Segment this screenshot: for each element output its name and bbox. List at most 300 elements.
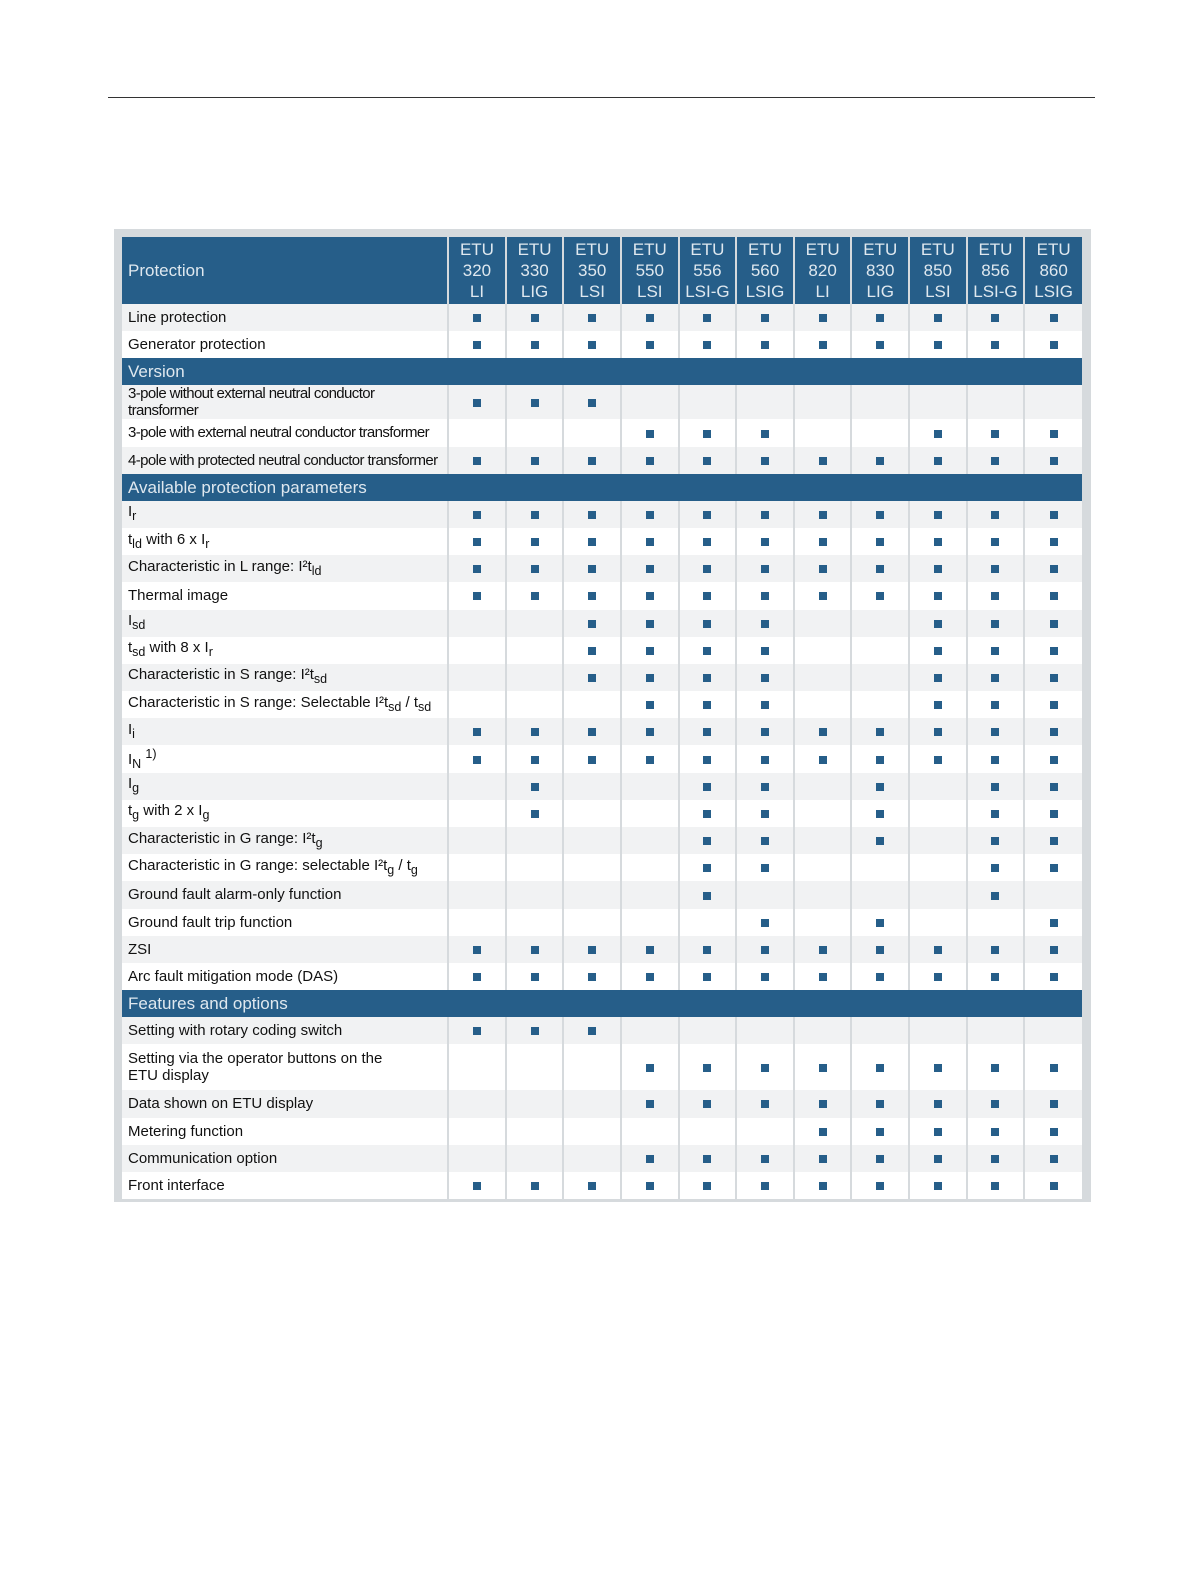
- section-header-row: [122, 990, 1082, 1017]
- feature-cell: [909, 1145, 967, 1172]
- feature-cell: [621, 936, 679, 963]
- square-bullet-icon: [761, 620, 769, 628]
- feature-cell: [909, 691, 967, 718]
- table-row: [122, 582, 1082, 609]
- feature-cell: [909, 1118, 967, 1145]
- feature-cell: [679, 800, 737, 827]
- square-bullet-icon: [646, 946, 654, 954]
- feature-cell: [851, 936, 909, 963]
- square-bullet-icon: [761, 1100, 769, 1108]
- square-bullet-icon: [991, 511, 999, 519]
- table-row: [122, 691, 1082, 718]
- feature-cell: [851, 664, 909, 691]
- feature-cell: [851, 528, 909, 555]
- square-bullet-icon: [934, 1155, 942, 1163]
- feature-cell: [506, 610, 564, 637]
- square-bullet-icon: [819, 314, 827, 322]
- row-label: 4-pole with protected neutral conductor transformer: [122, 447, 448, 474]
- square-bullet-icon: [761, 314, 769, 322]
- feature-cell: [967, 827, 1025, 854]
- feature-cell: [909, 610, 967, 637]
- table-row: [122, 745, 1082, 772]
- feature-cell: [621, 854, 679, 881]
- feature-cell: [909, 1090, 967, 1117]
- feature-cell: [794, 501, 852, 528]
- row-label: $I_r$: [122, 501, 448, 528]
- column-header-line: 850: [923, 261, 953, 280]
- feature-cell: [967, 1172, 1025, 1199]
- table-row: [122, 854, 1082, 881]
- square-bullet-icon: [876, 1182, 884, 1190]
- table-row: [122, 331, 1082, 358]
- column-header-line: ETU: [690, 240, 725, 259]
- feature-cell: [736, 1017, 794, 1044]
- square-bullet-icon: [646, 1064, 654, 1072]
- square-bullet-icon: [876, 592, 884, 600]
- feature-cell: [794, 854, 852, 881]
- square-bullet-icon: [703, 1064, 711, 1072]
- feature-cell: [679, 637, 737, 664]
- feature-cell: [794, 331, 852, 358]
- feature-cell: [563, 1017, 621, 1044]
- column-header-line: LSI: [579, 282, 605, 301]
- square-bullet-icon: [531, 973, 539, 981]
- feature-cell: [563, 963, 621, 990]
- square-bullet-icon: [646, 728, 654, 736]
- square-bullet-icon: [819, 592, 827, 600]
- feature-cell: [967, 331, 1025, 358]
- square-bullet-icon: [934, 538, 942, 546]
- square-bullet-icon: [473, 1027, 481, 1035]
- row-label: $I_{sd}$: [122, 610, 448, 637]
- feature-cell: [506, 745, 564, 772]
- feature-cell: [679, 881, 737, 908]
- feature-cell: [448, 1172, 506, 1199]
- column-header-line: 830: [866, 261, 895, 280]
- column-header-line: 550: [635, 261, 664, 280]
- square-bullet-icon: [531, 565, 539, 573]
- feature-cell: [448, 447, 506, 474]
- square-bullet-icon: [1050, 946, 1058, 954]
- square-bullet-icon: [819, 973, 827, 981]
- feature-cell: [967, 881, 1025, 908]
- square-bullet-icon: [991, 1128, 999, 1136]
- feature-cell: [851, 447, 909, 474]
- square-bullet-icon: [761, 810, 769, 818]
- feature-cell: [679, 331, 737, 358]
- square-bullet-icon: [991, 1155, 999, 1163]
- feature-cell: [909, 827, 967, 854]
- feature-cell: [563, 827, 621, 854]
- section-header-row: [122, 358, 1082, 385]
- square-bullet-icon: [588, 973, 596, 981]
- square-bullet-icon: [991, 701, 999, 709]
- table-row: [122, 1172, 1082, 1199]
- feature-cell: [679, 745, 737, 772]
- feature-cell: [794, 773, 852, 800]
- row-label: Ground fault alarm-only function: [122, 881, 448, 908]
- header-row: [122, 237, 1082, 304]
- feature-cell: [679, 691, 737, 718]
- feature-cell: [448, 1017, 506, 1044]
- square-bullet-icon: [934, 701, 942, 709]
- feature-cell: [563, 385, 621, 419]
- row-label: Setting via the operator buttons on the ETU display: [122, 1044, 448, 1090]
- feature-cell: [1024, 1145, 1082, 1172]
- feature-cell: [909, 582, 967, 609]
- feature-cell: [621, 1090, 679, 1117]
- square-bullet-icon: [991, 783, 999, 791]
- feature-cell: [851, 331, 909, 358]
- feature-cell: [448, 800, 506, 827]
- square-bullet-icon: [761, 837, 769, 845]
- square-bullet-icon: [703, 810, 711, 818]
- square-bullet-icon: [703, 511, 711, 519]
- square-bullet-icon: [991, 1182, 999, 1190]
- feature-cell: [736, 773, 794, 800]
- square-bullet-icon: [1050, 341, 1058, 349]
- table-row: [122, 1090, 1082, 1117]
- feature-cell: [736, 718, 794, 745]
- feature-cell: [794, 745, 852, 772]
- feature-cell: [851, 827, 909, 854]
- column-header-line: 856: [981, 261, 1010, 280]
- feature-cell: [851, 773, 909, 800]
- feature-cell: [794, 936, 852, 963]
- feature-cell: [563, 331, 621, 358]
- column-header-line: ETU: [575, 240, 610, 259]
- feature-cell: [851, 881, 909, 908]
- feature-cell: [909, 385, 967, 419]
- feature-cell: [679, 304, 737, 331]
- feature-cell: [448, 718, 506, 745]
- square-bullet-icon: [761, 919, 769, 927]
- table-row: [122, 881, 1082, 908]
- square-bullet-icon: [703, 565, 711, 573]
- square-bullet-icon: [876, 810, 884, 818]
- top-rule: [108, 97, 1095, 98]
- feature-cell: [621, 881, 679, 908]
- square-bullet-icon: [703, 756, 711, 764]
- square-bullet-icon: [531, 756, 539, 764]
- table-row: [122, 610, 1082, 637]
- square-bullet-icon: [876, 919, 884, 927]
- feature-cell: [909, 1017, 967, 1044]
- feature-cell: [679, 936, 737, 963]
- square-bullet-icon: [876, 341, 884, 349]
- column-header-etu-330: [506, 237, 564, 304]
- feature-cell: [448, 1145, 506, 1172]
- feature-cell: [563, 773, 621, 800]
- square-bullet-icon: [703, 430, 711, 438]
- square-bullet-icon: [934, 647, 942, 655]
- feature-cell: [679, 1017, 737, 1044]
- column-header-line: ETU: [748, 240, 782, 259]
- feature-cell: [909, 1044, 967, 1090]
- row-label: Ground fault trip function: [122, 909, 448, 936]
- square-bullet-icon: [588, 399, 596, 407]
- square-bullet-icon: [819, 538, 827, 546]
- square-bullet-icon: [703, 674, 711, 682]
- feature-cell: [909, 555, 967, 582]
- feature-cell: [448, 827, 506, 854]
- square-bullet-icon: [1050, 1155, 1058, 1163]
- square-bullet-icon: [531, 457, 539, 465]
- feature-cell: [967, 718, 1025, 745]
- square-bullet-icon: [934, 1100, 942, 1108]
- feature-cell: [563, 1118, 621, 1145]
- square-bullet-icon: [876, 511, 884, 519]
- square-bullet-icon: [991, 620, 999, 628]
- square-bullet-icon: [703, 620, 711, 628]
- feature-cell: [967, 304, 1025, 331]
- feature-cell: [909, 963, 967, 990]
- feature-cell: [851, 745, 909, 772]
- square-bullet-icon: [761, 538, 769, 546]
- square-bullet-icon: [934, 1182, 942, 1190]
- feature-cell: [679, 1118, 737, 1145]
- square-bullet-icon: [1050, 647, 1058, 655]
- table-row: [122, 1017, 1082, 1044]
- feature-cell: [851, 1090, 909, 1117]
- feature-cell: [794, 555, 852, 582]
- square-bullet-icon: [819, 1064, 827, 1072]
- feature-cell: [621, 447, 679, 474]
- square-bullet-icon: [646, 430, 654, 438]
- square-bullet-icon: [876, 756, 884, 764]
- feature-cell: [967, 664, 1025, 691]
- square-bullet-icon: [703, 1182, 711, 1190]
- square-bullet-icon: [761, 756, 769, 764]
- feature-cell: [679, 773, 737, 800]
- feature-cell: [909, 718, 967, 745]
- square-bullet-icon: [473, 946, 481, 954]
- feature-cell: [1024, 909, 1082, 936]
- section-title: Features and options: [122, 990, 1082, 1017]
- feature-cell: [1024, 827, 1082, 854]
- feature-cell: [621, 1172, 679, 1199]
- square-bullet-icon: [819, 565, 827, 573]
- feature-cell: [448, 963, 506, 990]
- square-bullet-icon: [531, 511, 539, 519]
- feature-cell: [563, 304, 621, 331]
- square-bullet-icon: [473, 457, 481, 465]
- row-label: Characteristic in G range: selectable $I^2t_g / t_g$: [122, 854, 448, 881]
- table-row: [122, 555, 1082, 582]
- square-bullet-icon: [991, 457, 999, 465]
- feature-cell: [448, 637, 506, 664]
- feature-cell: [448, 582, 506, 609]
- feature-cell: [909, 664, 967, 691]
- feature-cell: [794, 385, 852, 419]
- square-bullet-icon: [646, 1100, 654, 1108]
- feature-cell: [736, 582, 794, 609]
- square-bullet-icon: [761, 946, 769, 954]
- square-bullet-icon: [991, 565, 999, 573]
- feature-cell: [736, 664, 794, 691]
- square-bullet-icon: [934, 1128, 942, 1136]
- feature-cell: [563, 718, 621, 745]
- feature-cell: [736, 1145, 794, 1172]
- table-row: [122, 528, 1082, 555]
- square-bullet-icon: [588, 647, 596, 655]
- table-row: [122, 827, 1082, 854]
- feature-cell: [448, 331, 506, 358]
- feature-cell: [794, 827, 852, 854]
- square-bullet-icon: [646, 457, 654, 465]
- feature-cell: [448, 854, 506, 881]
- column-header-line: 350: [577, 261, 607, 280]
- column-header-etu-860: [1024, 237, 1082, 304]
- column-header-line: LSIG: [745, 282, 785, 301]
- square-bullet-icon: [1050, 701, 1058, 709]
- row-label: $t_{ld}$ with 6 x $I_r$: [122, 528, 448, 555]
- square-bullet-icon: [934, 620, 942, 628]
- feature-cell: [448, 691, 506, 718]
- column-header-line: 560: [750, 261, 780, 280]
- feature-cell: [621, 385, 679, 419]
- row-label: ZSI: [122, 936, 448, 963]
- feature-cell: [736, 800, 794, 827]
- row-label: Characteristic in S range: Selectable $I^2t_{sd} / t_{sd}$: [122, 691, 448, 718]
- square-bullet-icon: [588, 511, 596, 519]
- feature-cell: [1024, 718, 1082, 745]
- section-title: Version: [122, 358, 1082, 385]
- square-bullet-icon: [531, 728, 539, 736]
- column-header-line: ETU: [805, 240, 840, 259]
- feature-cell: [621, 827, 679, 854]
- table-row: [122, 936, 1082, 963]
- feature-cell: [448, 610, 506, 637]
- feature-cell: [736, 881, 794, 908]
- square-bullet-icon: [473, 592, 481, 600]
- square-bullet-icon: [876, 783, 884, 791]
- square-bullet-icon: [761, 728, 769, 736]
- square-bullet-icon: [876, 837, 884, 845]
- feature-cell: [506, 447, 564, 474]
- square-bullet-icon: [876, 314, 884, 322]
- square-bullet-icon: [473, 341, 481, 349]
- feature-cell: [621, 582, 679, 609]
- column-header-etu-820: [794, 237, 852, 304]
- feature-cell: [621, 718, 679, 745]
- square-bullet-icon: [646, 538, 654, 546]
- feature-cell: [621, 610, 679, 637]
- feature-cell: [621, 909, 679, 936]
- square-bullet-icon: [761, 701, 769, 709]
- feature-cell: [909, 501, 967, 528]
- feature-cell: [794, 963, 852, 990]
- square-bullet-icon: [1050, 919, 1058, 927]
- feature-cell: [621, 1145, 679, 1172]
- square-bullet-icon: [588, 1027, 596, 1035]
- feature-cell: [967, 528, 1025, 555]
- feature-cell: [967, 501, 1025, 528]
- feature-cell: [909, 854, 967, 881]
- square-bullet-icon: [876, 973, 884, 981]
- feature-cell: [506, 827, 564, 854]
- feature-cell: [506, 664, 564, 691]
- feature-cell: [679, 827, 737, 854]
- feature-cell: [851, 385, 909, 419]
- feature-cell: [1024, 854, 1082, 881]
- column-header-line: LI: [815, 282, 830, 301]
- feature-cell: [794, 1090, 852, 1117]
- feature-cell: [909, 447, 967, 474]
- square-bullet-icon: [761, 1182, 769, 1190]
- column-header-line: ETU: [1036, 240, 1071, 259]
- feature-cell: [506, 881, 564, 908]
- feature-cell: [563, 664, 621, 691]
- square-bullet-icon: [819, 1128, 827, 1136]
- square-bullet-icon: [761, 1064, 769, 1072]
- feature-cell: [1024, 963, 1082, 990]
- feature-cell: [794, 909, 852, 936]
- square-bullet-icon: [934, 430, 942, 438]
- square-bullet-icon: [703, 592, 711, 600]
- feature-cell: [621, 528, 679, 555]
- feature-cell: [794, 582, 852, 609]
- square-bullet-icon: [819, 341, 827, 349]
- feature-cell: [1024, 528, 1082, 555]
- square-bullet-icon: [531, 810, 539, 818]
- table-row: [122, 664, 1082, 691]
- section-header-row: [122, 474, 1082, 501]
- square-bullet-icon: [876, 565, 884, 573]
- square-bullet-icon: [991, 756, 999, 764]
- square-bullet-icon: [703, 1100, 711, 1108]
- feature-cell: [563, 447, 621, 474]
- square-bullet-icon: [531, 592, 539, 600]
- feature-cell: [967, 800, 1025, 827]
- feature-cell: [506, 1044, 564, 1090]
- feature-cell: [506, 1118, 564, 1145]
- feature-cell: [506, 800, 564, 827]
- feature-cell: [794, 1017, 852, 1044]
- square-bullet-icon: [588, 341, 596, 349]
- square-bullet-icon: [1050, 511, 1058, 519]
- table-row: [122, 501, 1082, 528]
- feature-cell: [967, 963, 1025, 990]
- feature-cell: [794, 800, 852, 827]
- feature-cell: [1024, 637, 1082, 664]
- square-bullet-icon: [588, 538, 596, 546]
- feature-cell: [679, 1044, 737, 1090]
- feature-cell: [679, 610, 737, 637]
- square-bullet-icon: [934, 314, 942, 322]
- square-bullet-icon: [1050, 864, 1058, 872]
- feature-cell: [1024, 1118, 1082, 1145]
- table-row: [122, 1044, 1082, 1090]
- feature-cell: [967, 610, 1025, 637]
- square-bullet-icon: [876, 538, 884, 546]
- feature-cell: [736, 936, 794, 963]
- square-bullet-icon: [1050, 430, 1058, 438]
- feature-cell: [909, 909, 967, 936]
- square-bullet-icon: [991, 728, 999, 736]
- square-bullet-icon: [588, 314, 596, 322]
- feature-cell: [563, 419, 621, 446]
- feature-cell: [448, 555, 506, 582]
- feature-cell: [851, 501, 909, 528]
- feature-cell: [736, 555, 794, 582]
- feature-cell: [794, 718, 852, 745]
- square-bullet-icon: [991, 837, 999, 845]
- feature-cell: [736, 331, 794, 358]
- feature-cell: [794, 637, 852, 664]
- column-header-line: 556: [693, 261, 722, 280]
- square-bullet-icon: [1050, 674, 1058, 682]
